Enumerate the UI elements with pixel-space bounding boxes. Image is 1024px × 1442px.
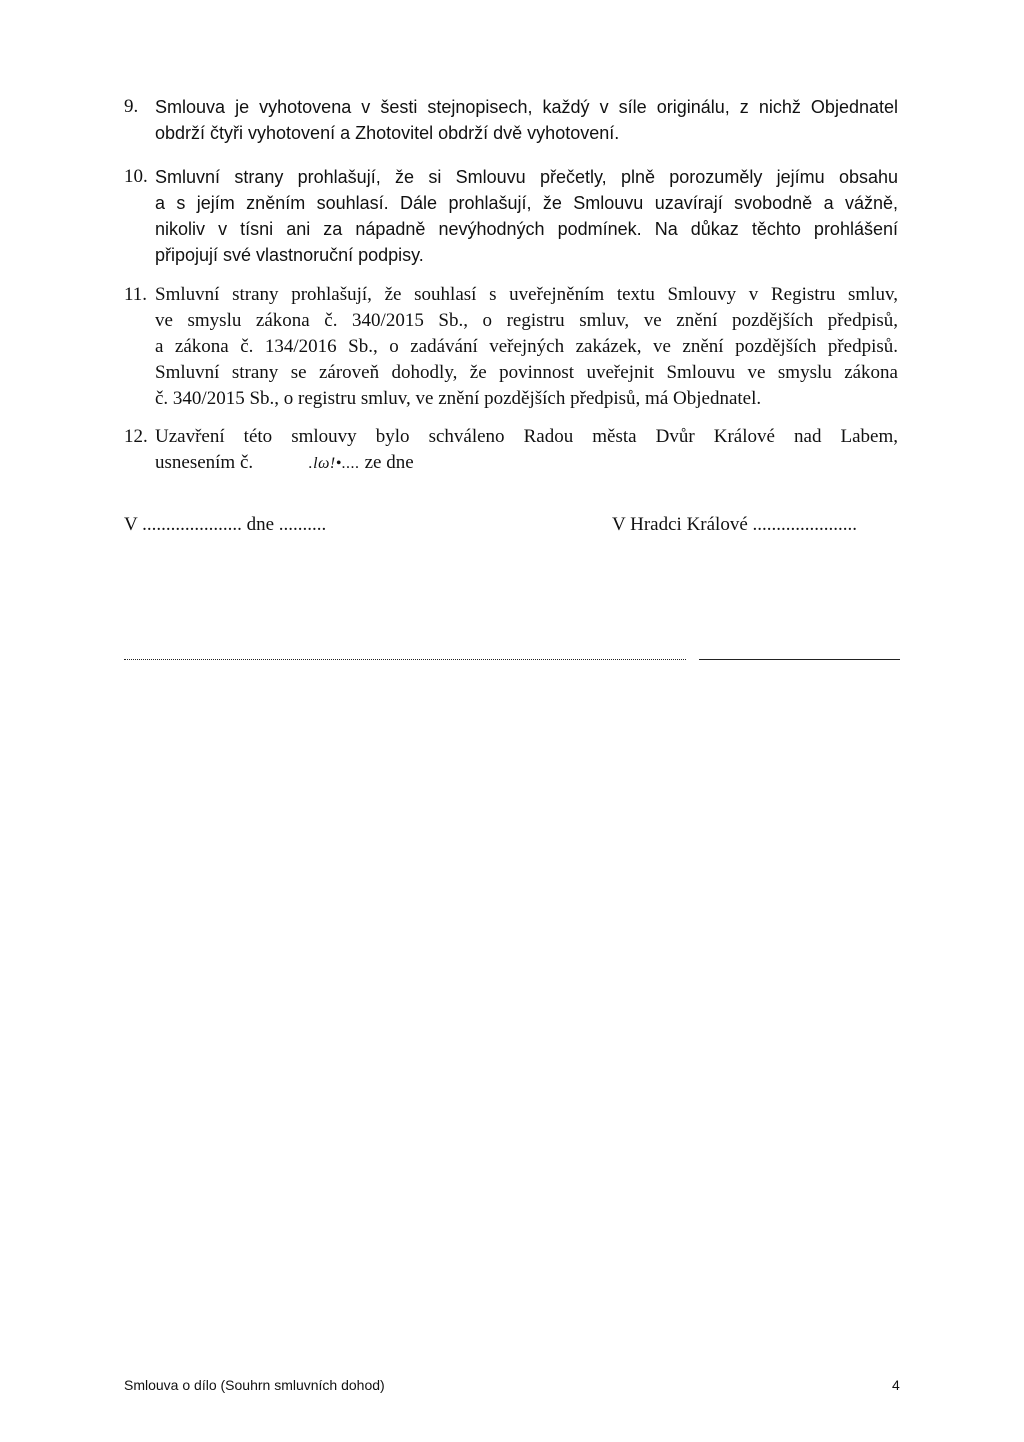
signature-place-right: V Hradci Králové ...................... (612, 514, 858, 535)
clause-number: 10. (124, 166, 148, 187)
clause-line: připojují své vlastnoruční podpisy. (155, 245, 424, 265)
clause-line: ve smyslu zákona č. 340/2015 Sb., o registru smluv, ve znění pozdějších předpisů, (155, 310, 898, 331)
page-number: 4 (892, 1377, 900, 1393)
clause-text (155, 94, 898, 146)
signature-line-contractor-dotted (124, 659, 686, 660)
footer-title: Smlouva o dílo (Souhrn smluvních dohod) (124, 1377, 385, 1393)
resolution-number: .lω!•.... (308, 455, 360, 472)
clause-line: Smlouva je vyhotovena v šesti stejnopisech, každý v síle originálu, z nichž Objednatel (155, 97, 898, 117)
clause-number: 11. (124, 284, 148, 305)
signature-place-left: V ..................... dne .......... (124, 514, 327, 535)
clause-line: Smluvní strany prohlašují, že si Smlouvu přečetly, plně porozuměly jejímu obsahu (155, 167, 898, 187)
clause-line: a zákona č. 134/2016 Sb., o zadávání veřejných zakázek, ve znění pozdějších předpisů. (155, 336, 898, 357)
resolution-line (155, 450, 898, 477)
clause-line: Uzavření této smlouvy bylo schváleno Radou města Dvůr Králové nad Labem, (155, 426, 898, 447)
clause-text (155, 164, 898, 268)
clause-text (155, 282, 898, 412)
clause-line: a s jejím zněním souhlasí. Dále prohlašují, že Smlouvu uzavírají svobodně a vážně, (155, 193, 898, 213)
clause-line: Smluvní strany prohlašují, že souhlasí s uveřejněním textu Smlouvy v Registru smluv, (155, 284, 898, 305)
clause-line: nikoliv v tísni ani za nápadně nevýhodných podmínek. Na důkaz těchto prohlášení (155, 219, 898, 239)
signature-line-client-dotted (699, 659, 899, 660)
clause-number: 9. (124, 96, 139, 117)
clause-text (155, 424, 898, 477)
clause-line: Smluvní strany se zároveň dohodly, že povinnost uveřejnit Smlouvu ve smyslu zákona (155, 362, 898, 383)
resolution-label: usnesením č. (155, 452, 254, 473)
clause-number: 12. (124, 426, 148, 447)
clause-line: č. 340/2015 Sb., o registru smluv, ve znění pozdějších předpisů, má Objednatel. (155, 388, 762, 409)
resolution-date-label: ze dne (364, 452, 414, 473)
clause-line: obdrží čtyři vyhotovení a Zhotovitel obdrží dvě vyhotovení. (155, 123, 620, 143)
